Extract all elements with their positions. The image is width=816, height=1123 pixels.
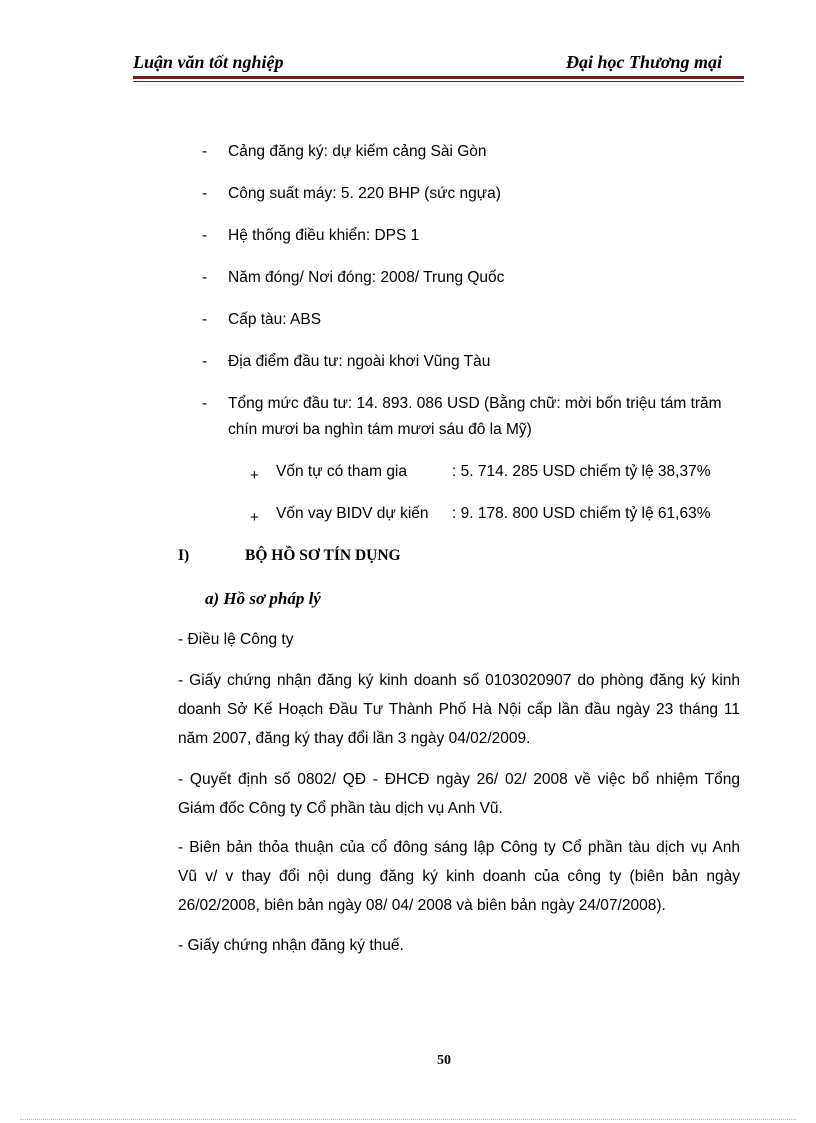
paragraph [178, 833, 740, 920]
paragraph-line: - Điều lệ Công ty [178, 631, 294, 648]
paragraph-line: - Giấy chứng nhận đăng ký kinh doanh số 0103020907 do phòng đăng ký kinh [178, 672, 740, 689]
section-marker: I) [178, 547, 190, 564]
page-number: 50 [437, 1053, 451, 1068]
sub-bullet-value: : 5. 714. 285 USD chiếm tỷ lệ 38,37% [452, 463, 711, 480]
sub-bullet-label: Vốn tự có tham gia [276, 463, 408, 480]
investment-line-2: chín mươi ba nghìn tám mươi sáu đô la Mỹ) [228, 421, 532, 438]
bullet-item: Công suất máy: 5. 220 BHP (sức ngựa) [228, 185, 501, 202]
paragraph-line: doanh Sở Kế Hoạch Đầu Tư Thành Phố Hà Nội cấp lần đầu ngày 23 tháng 11 [178, 701, 740, 718]
paragraph [178, 625, 740, 654]
bullet-dash: - [202, 227, 208, 244]
sub-bullet-value: : 9. 178. 800 USD chiếm tỷ lệ 61,63% [452, 505, 711, 522]
section-title: BỘ HỒ SƠ TÍN DỤNG [245, 547, 401, 564]
sub-bullet-label: Vốn vay BIDV dự kiến [276, 505, 429, 522]
bullet-item: Hệ thống điều khiển: DPS 1 [228, 227, 420, 244]
header-rule-thick [133, 76, 744, 79]
bullet-dash: - [202, 185, 208, 202]
paragraph-line: Giám đốc Công ty Cổ phần tàu dịch vụ Anh Vũ. [178, 800, 503, 817]
bullet-dash: - [202, 269, 208, 286]
paragraph-line: năm 2007, đăng ký thay đổi lần 3 ngày 04/02/2009. [178, 730, 531, 747]
plus-icon: + [250, 509, 259, 526]
bullet-item: Cảng đăng ký: dự kiếm cảng Sài Gòn [228, 143, 487, 160]
paragraph [178, 931, 740, 960]
paragraph-line: - Giấy chứng nhận đăng ký thuế. [178, 937, 404, 954]
investment-line-1: Tổng mức đầu tư: 14. 893. 086 USD (Bằng chữ: mời bốn triệu tám trăm [228, 395, 722, 412]
header-right-title: Đại học Thương mại [566, 52, 722, 72]
bullet-item: Địa điểm đầu tư: ngoài khơi Vũng Tàu [228, 353, 491, 370]
paragraph-line: - Biên bản thỏa thuận của cổ đông sáng lập Công ty Cổ phần tàu dịch vụ Anh [178, 839, 740, 856]
bullet-dash: - [202, 311, 208, 328]
page-bottom-divider [20, 1119, 796, 1120]
bullet-dash: - [202, 353, 208, 370]
bullet-item: Năm đóng/ Nơi đóng: 2008/ Trung Quốc [228, 269, 505, 286]
header-rule-thin [133, 81, 744, 82]
bullet-item: Cấp tàu: ABS [228, 311, 322, 328]
plus-icon: + [250, 467, 259, 484]
paragraph [178, 765, 740, 823]
paragraph-line: - Quyết định số 0802/ QĐ - ĐHCĐ ngày 26/ 02/ 2008 về việc bổ nhiệm Tổng [178, 771, 740, 788]
bullet-dash: - [202, 395, 208, 412]
paragraph-line: Vũ v/ v thay đổi nội dung đăng ký kinh doanh của công ty (biên bản ngày [178, 868, 740, 885]
paragraph [178, 666, 740, 753]
header-left-title: Luận văn tốt nghiệp [133, 52, 284, 72]
bullet-dash: - [202, 143, 208, 160]
subsection-title: a) Hồ sơ pháp lý [205, 589, 321, 608]
paragraph-line: 26/02/2008, biên bản ngày 08/ 04/ 2008 và biên bản ngày 24/07/2008). [178, 897, 666, 914]
